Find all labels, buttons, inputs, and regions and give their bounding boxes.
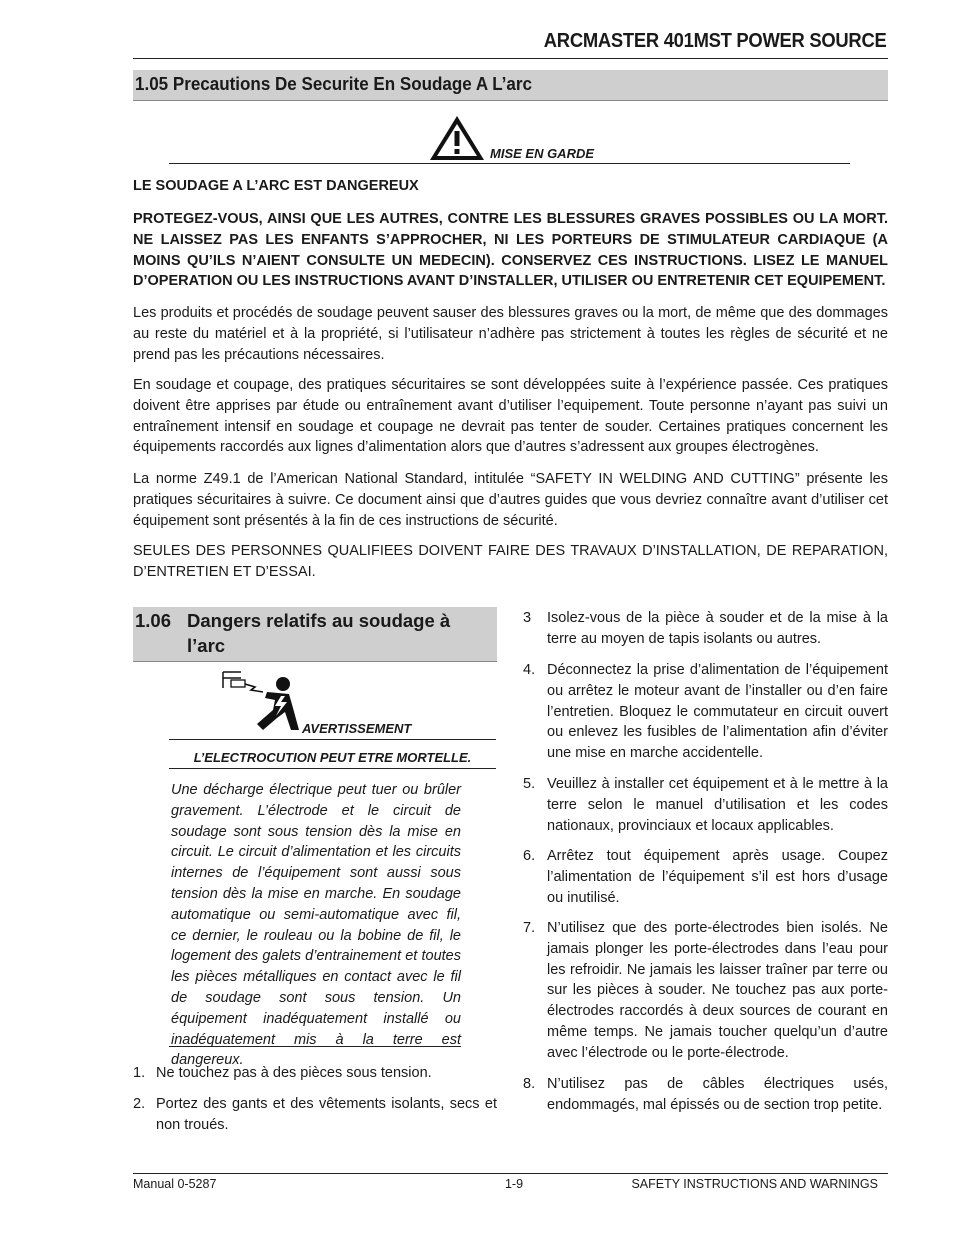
- section-105-bar: [133, 70, 888, 101]
- avertissement-label: AVERTISSEMENT: [302, 721, 412, 736]
- electrocution-subheading: L’ELECTROCUTION PEUT ETRE MORTELLE.: [193, 750, 472, 765]
- list-item: 4. Déconnectez la prise d’alimentation de l’équipement ou arrêtez le moteur avant de l’installer ou d’en faire l’entretien. Bloquez le commutateur en circuit ouvert ou enlevez les fusibles de l’alimentation afin d’éviter une mise en marche accidentelle.: [523, 662, 888, 762]
- electrocution-warning-text: Une décharge électrique peut tuer ou brûler gravement. L’électrode et le circuit de soudage sont sous tension dès la mise en circuit. Le circuit d’alimentation et les circuits internes de l’équipement sont aussi sous tension dès la mise en marche. En soudage automatique ou semi-automatique avec fil, ce dernier, le rouleau ou la bobine de fil, le logement des galets d’entrainement et toutes les pièces métalliques en contact avec le fil de soudage sont sous tension. Un équipement inadéquatement installé ou inadéquatement mis à la terre est dangereux.: [171, 782, 461, 1069]
- bold-warning-paragraph: PROTEGEZ-VOUS, AINSI QUE LES AUTRES, CONTRE LES BLESSURES GRAVES POSSIBLES OU LA MORT. NE LAISSEZ PAS LES ENFANTS S’APPROCHER, NI LES PORTEURS DE STIMULATEUR CARDIAQUE (A MOINS QU’ILS N’AIENT CONSULTE UN MEDECIN). CONSERVEZ CES INSTRUCTIONS. LISEZ LE MANUEL D’OPERATION OU LES INSTRUCTIONS AVANT D’INSTALLER, UTILISER OU ENTRETENIR CET EQUIPEMENT.: [133, 211, 888, 290]
- warning-triangle-icon: [428, 114, 486, 162]
- page-header-title: ARCMASTER 401MST POWER SOURCE: [543, 30, 886, 52]
- section-106-number: 1.06: [135, 610, 172, 631]
- avertissement-divider-bottom: [169, 768, 496, 769]
- footer-manual-number: Manual 0-5287: [133, 1177, 217, 1191]
- paragraph-1: Les produits et procédés de soudage peuvent sauser des blessures graves ou la mort, de même que des dommages au reste du matériel et à la propriété, si l’utilisateur n’adhère pas strictement à toutes les règles de sécurité et ne prend pas les précautions nécessaires.: [133, 305, 888, 363]
- paragraph-3: La norme Z49.1 de l’American National Standard, intitulée “SAFETY IN WELDING AND CUTTING” présente les pratiques sécuritaires à suivre. Ce document ainsi que d’autres guides que vous devriez connaître avant d’utiliser cet équipement sont présentés à la fin de ces instructions de sécurité.: [133, 471, 888, 529]
- section-106-title-line2: l’arc: [187, 635, 226, 656]
- warning-text-underline: [169, 1046, 461, 1047]
- list-item: 7. N’utilisez que des porte-électrodes bien isolés. Ne jamais plonger les porte-électrodes dans l’eau pour les refroidir. Ne jamais les laisser traîner par terre ou sur les pièces à souder. Ne touchez pas aux porte-électrodes raccordés à deux sources de courant en même temps. Ne jamais toucher quelqu’un d’autre avec l’électrode ou le porte-électrode.: [523, 920, 888, 1061]
- section-106-title-line1: Dangers relatifs au soudage à: [187, 610, 451, 631]
- header-divider: [133, 58, 888, 59]
- footer-section-name: SAFETY INSTRUCTIONS AND WARNINGS: [631, 1177, 878, 1191]
- list-item: 6. Arrêtez tout équipement après usage. Coupez l’alimentation de l’équipement s’il est hors d’usage ou inutilisé.: [523, 848, 888, 906]
- footer-page-number: 1-9: [504, 1177, 524, 1191]
- section-105-title: 1.05 Precautions De Securite En Soudage A L’arc: [135, 73, 532, 94]
- list-item: 3 Isolez-vous de la pièce à souder et de la mise à la terre au moyen de tapis isolants ou autres.: [523, 610, 888, 647]
- paragraph-2: En soudage et coupage, des pratiques sécuritaires se sont développées suite à l’expérience passée. Ces pratiques doivent être apprises par étude ou entraînement avant d’utiliser l’equipement. Toute personne n’ayant pas suivi un entraînement intensif en soudage et coupage ne devrait pas tenter de souder. Certaines pratiques concernent les équipements raccordés aux lignes d’alimentation alors que d’autres s’adressent aux groupes électrogènes.: [133, 377, 888, 456]
- footer-divider: [133, 1173, 888, 1174]
- list-item: 1. Ne touchez pas à des pièces sous tension.: [133, 1065, 432, 1081]
- danger-heading: LE SOUDAGE A L’ARC EST DANGEREUX: [133, 178, 419, 194]
- paragraph-4: SEULES DES PERSONNES QUALIFIEES DOIVENT FAIRE DES TRAVAUX D’INSTALLATION, DE REPARATION, D’ENTRETIEN ET D’ESSAI.: [133, 543, 888, 580]
- warning-divider: [169, 163, 850, 164]
- list-item: 2. Portez des gants et des vêtements isolants, secs et non troués.: [133, 1096, 497, 1133]
- electric-shock-icon: [219, 668, 307, 736]
- list-item: 8. N’utilisez pas de câbles électriques usés, endommagés, mal épissés ou de section trop petite.: [523, 1076, 888, 1113]
- warning-label: MISE EN GARDE: [490, 146, 595, 161]
- list-item: 5. Veuillez à installer cet équipement et à le mettre à la terre selon le manuel d’utilisation et les codes nationaux, provinciaux et locaux applicables.: [523, 776, 888, 834]
- avertissement-divider-top: [169, 739, 496, 740]
- section-106-bar: [133, 607, 497, 662]
